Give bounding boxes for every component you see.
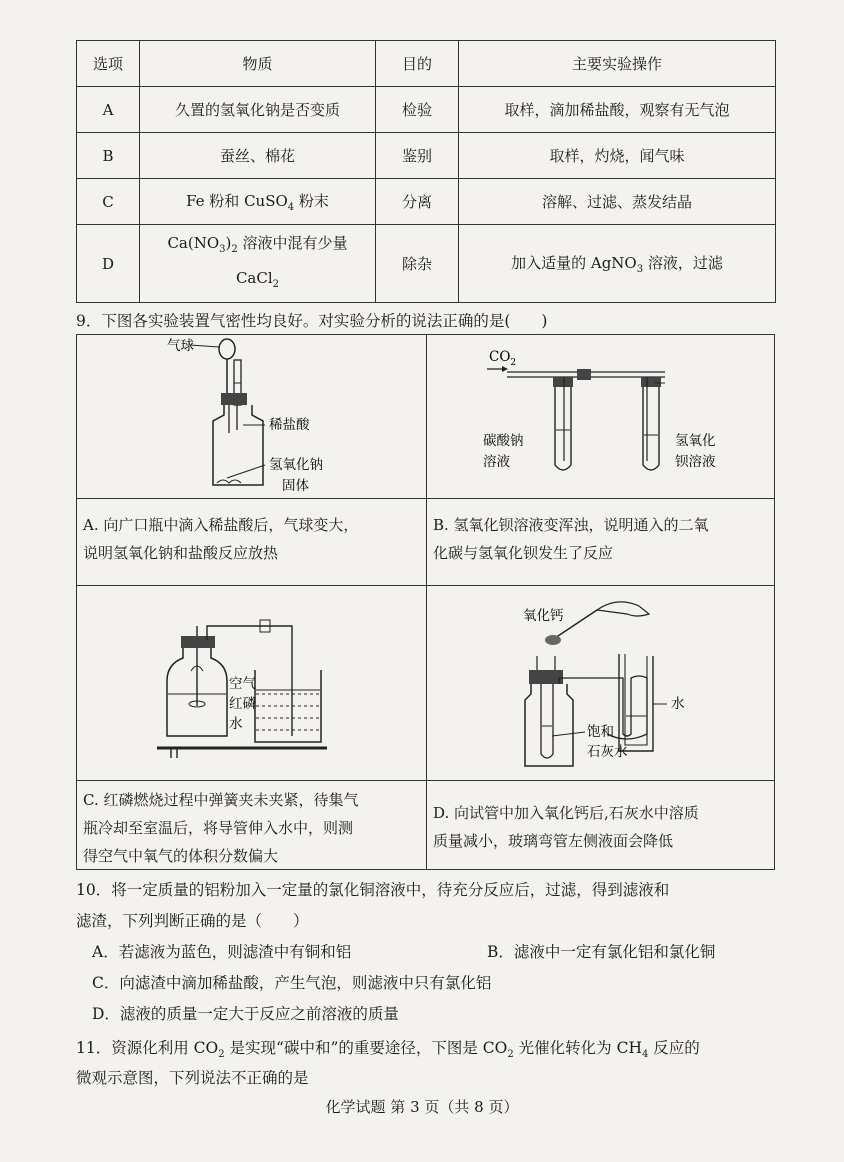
row-option: C <box>77 179 140 225</box>
question-11-line-2: 微观示意图，下列说法不正确的是 <box>76 1069 309 1087</box>
row-substance: 久置的氢氧化钠是否变质 <box>140 87 376 133</box>
label-co2: $CO_2$ <box>489 349 517 368</box>
label-naoh-2: 固体 <box>282 478 309 494</box>
diagram-d <box>427 586 776 780</box>
question-9-stem: 9．下图各实验装置气密性均良好。对实验分析的说法正确的是( ) <box>76 312 548 330</box>
option-c: C. 红磷燃烧过程中弹簧夹未夹紧，待集气 瓶冷却至室温后，将导管伸入水中，则测 得空气中氧气的体积分数偏大 <box>83 791 359 865</box>
row-operation: 加入适量的 AgNO$_3$ 溶液，过滤 <box>459 225 776 303</box>
q9-options-grid <box>76 334 775 870</box>
row-operation: 取样，灼烧，闻气味 <box>459 133 776 179</box>
label-baoh2-2: 钡溶液 <box>675 454 716 470</box>
balloon-flask-diagram <box>77 335 426 498</box>
question-10-stem-1: 10．将一定质量的铝粉加入一定量的氯化铜溶液中，待充分反应后，过滤，得到滤液和 <box>76 881 670 899</box>
table-row <box>77 133 776 179</box>
question-10-option-c: C．向滤渣中滴加稀盐酸，产生气泡，则滤液中只有氯化铝 <box>92 974 492 992</box>
label-balloon: 气球 <box>167 338 194 354</box>
label-red-phosphorus: 红磷 <box>229 696 256 712</box>
co2-test-tubes-diagram <box>427 335 776 498</box>
option-d: D. 向试管中加入氧化钙后,石灰水中溶质 质量减小，玻璃弯管左侧液面会降低 <box>433 804 699 850</box>
table-row <box>77 225 776 303</box>
header-purpose: 目的 <box>376 41 459 87</box>
question-10-option-d: D．滤液的质量一定大于反应之前溶液的质量 <box>92 1005 399 1023</box>
label-air: 空气 <box>229 676 256 692</box>
table-header-row <box>77 41 776 87</box>
row-option: D <box>77 225 140 303</box>
row-operation: 取样，滴加稀盐酸，观察有无气泡 <box>459 87 776 133</box>
row-substance: 蚕丝、棉花 <box>140 133 376 179</box>
label-na2co3-1: 碳酸钠 <box>483 433 524 449</box>
grid-divider <box>77 780 774 781</box>
row-operation: 溶解、过滤、蒸发结晶 <box>459 179 776 225</box>
row-purpose: 鉴别 <box>376 133 459 179</box>
header-option: 选项 <box>77 41 140 87</box>
diagram-b <box>427 335 776 498</box>
row-purpose: 检验 <box>376 87 459 133</box>
question-11-line-1: 11．资源化利用 $CO_2$ 是实现“碳中和”的重要途径，下图是 $CO_2$ 光催化转化为 $CH_4$ 反应的 <box>76 1039 700 1061</box>
row-purpose: 除杂 <box>376 225 459 303</box>
diagram-c <box>77 586 426 780</box>
option-a: A. 向广口瓶中滴入稀盐酸后，气球变大， 说明氢氧化钠和盐酸反应放热 <box>83 516 359 562</box>
table-row <box>77 179 776 225</box>
label-saturated: 饱和 <box>587 724 614 740</box>
grid-divider <box>77 498 774 499</box>
label-water-d: 水 <box>671 696 685 712</box>
cao-limewater-diagram <box>427 586 776 780</box>
label-naoh-1: 氢氧化钠 <box>269 457 323 473</box>
header-operation: 主要实验操作 <box>459 41 776 87</box>
red-phosphorus-diagram <box>77 586 426 780</box>
row-substance: $Ca(NO_3)_2$ 溶液中混有少量 CaCl$_2$ <box>140 225 376 303</box>
label-water-c: 水 <box>229 716 243 732</box>
question-10-stem-2: 滤渣，下列判断正确的是（ ） <box>76 912 309 930</box>
row-substance: Fe 粉和 CuSO$_4$ 粉末 <box>140 179 376 225</box>
row-purpose: 分离 <box>376 179 459 225</box>
option-b: B. 氢氧化钡溶液变浑浊，说明通入的二氧 化碳与氢氧化钡发生了反应 <box>433 516 709 562</box>
label-baoh2-1: 氢氧化 <box>675 433 716 449</box>
question-10-option-b: B．滤液中一定有氯化铝和氯化铜 <box>487 943 716 961</box>
options-table <box>76 40 776 303</box>
table-row <box>77 87 776 133</box>
page-footer: 化学试题 第 3 页（共 8 页） <box>325 1098 519 1116</box>
question-10-option-a: A．若滤液为蓝色，则滤渣中有铜和铝 <box>92 943 352 961</box>
label-cao: 氧化钙 <box>523 608 564 624</box>
diagram-a <box>77 335 426 498</box>
header-substance: 物质 <box>140 41 376 87</box>
row-option: A <box>77 87 140 133</box>
label-limewater: 石灰水 <box>587 744 628 760</box>
label-na2co3-2: 溶液 <box>483 454 510 470</box>
label-dilute-hcl: 稀盐酸 <box>269 417 310 433</box>
row-option: B <box>77 133 140 179</box>
